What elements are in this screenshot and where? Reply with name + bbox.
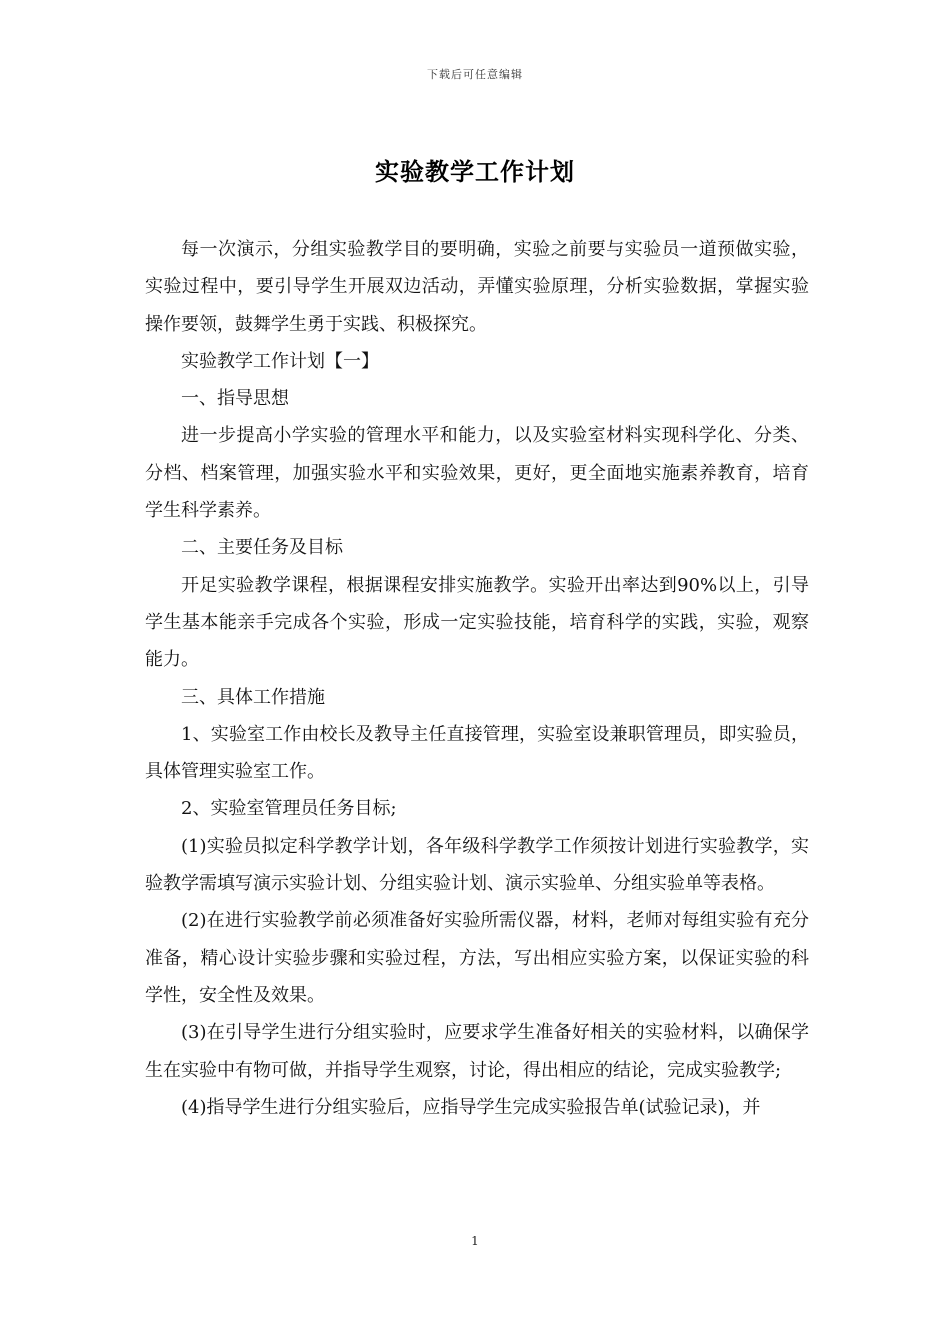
section-heading: 一、指导思想 [181, 388, 289, 410]
section-heading: 三、具体工作措施 [181, 686, 325, 708]
section-heading: 实验教学工作计划【一】 [181, 350, 379, 372]
paragraph: (4)指导学生进行分组实验后，应指导学生完成实验报告单(试验记录)，并 [181, 1096, 761, 1118]
paragraph: 2、实验室管理员任务目标; [181, 798, 397, 820]
paragraph: (3)在引导学生进行分组实验时，应要求学生准备好相关的实验材料，以确保学生在实验中有物可做，并指导学生观察，讨论，得出相应的结论，完成实验教学; [145, 1022, 809, 1081]
section-heading: 二、主要任务及目标 [181, 537, 343, 559]
paragraph: 进一步提高小学实验的管理水平和能力，以及实验室材料实现科学化、分类、分档、档案管理，加强实验水平和实验效果，更好，更全面地实施素养教育，培育学生科学素养。 [145, 425, 809, 522]
paragraph: 每一次演示，分组实验教学目的要明确，实验之前要与实验员一道预做实验，实验过程中，要引导学生开展双边活动，弄懂实验原理，分析实验数据，掌握实验操作要领，鼓舞学生勇于实践、积极探究。 [145, 239, 809, 335]
document-title: 实验教学工作计划 [375, 157, 575, 186]
document-body [145, 231, 809, 1126]
paragraph: 1、实验室工作由校长及教导主任直接管理，实验室设兼职管理员，即实验员，具体管理实验室工作。 [145, 723, 809, 783]
page-number: 1 [471, 1234, 479, 1248]
paragraph: (2)在进行实验教学前必须准备好实验所需仪器，材料，老师对每组实验有充分准备，精心设计实验步骤和实验过程，方法，写出相应实验方案，以保证实验的科学性，安全性及效果。 [145, 910, 809, 1006]
page-header-note: 下载后可任意编辑 [427, 68, 523, 81]
paragraph: (1)实验员拟定科学教学计划，各年级科学教学工作须按计划进行实验教学，实验教学需填写演示实验计划、分组实验计划、演示实验单、分组实验单等表格。 [145, 835, 809, 895]
paragraph: 开足实验教学课程，根据课程安排实施教学。实验开出率达到90%以上，引导学生基本能亲手完成各个实验，形成一定实验技能，培育科学的实践，实验，观察能力。 [145, 574, 809, 671]
